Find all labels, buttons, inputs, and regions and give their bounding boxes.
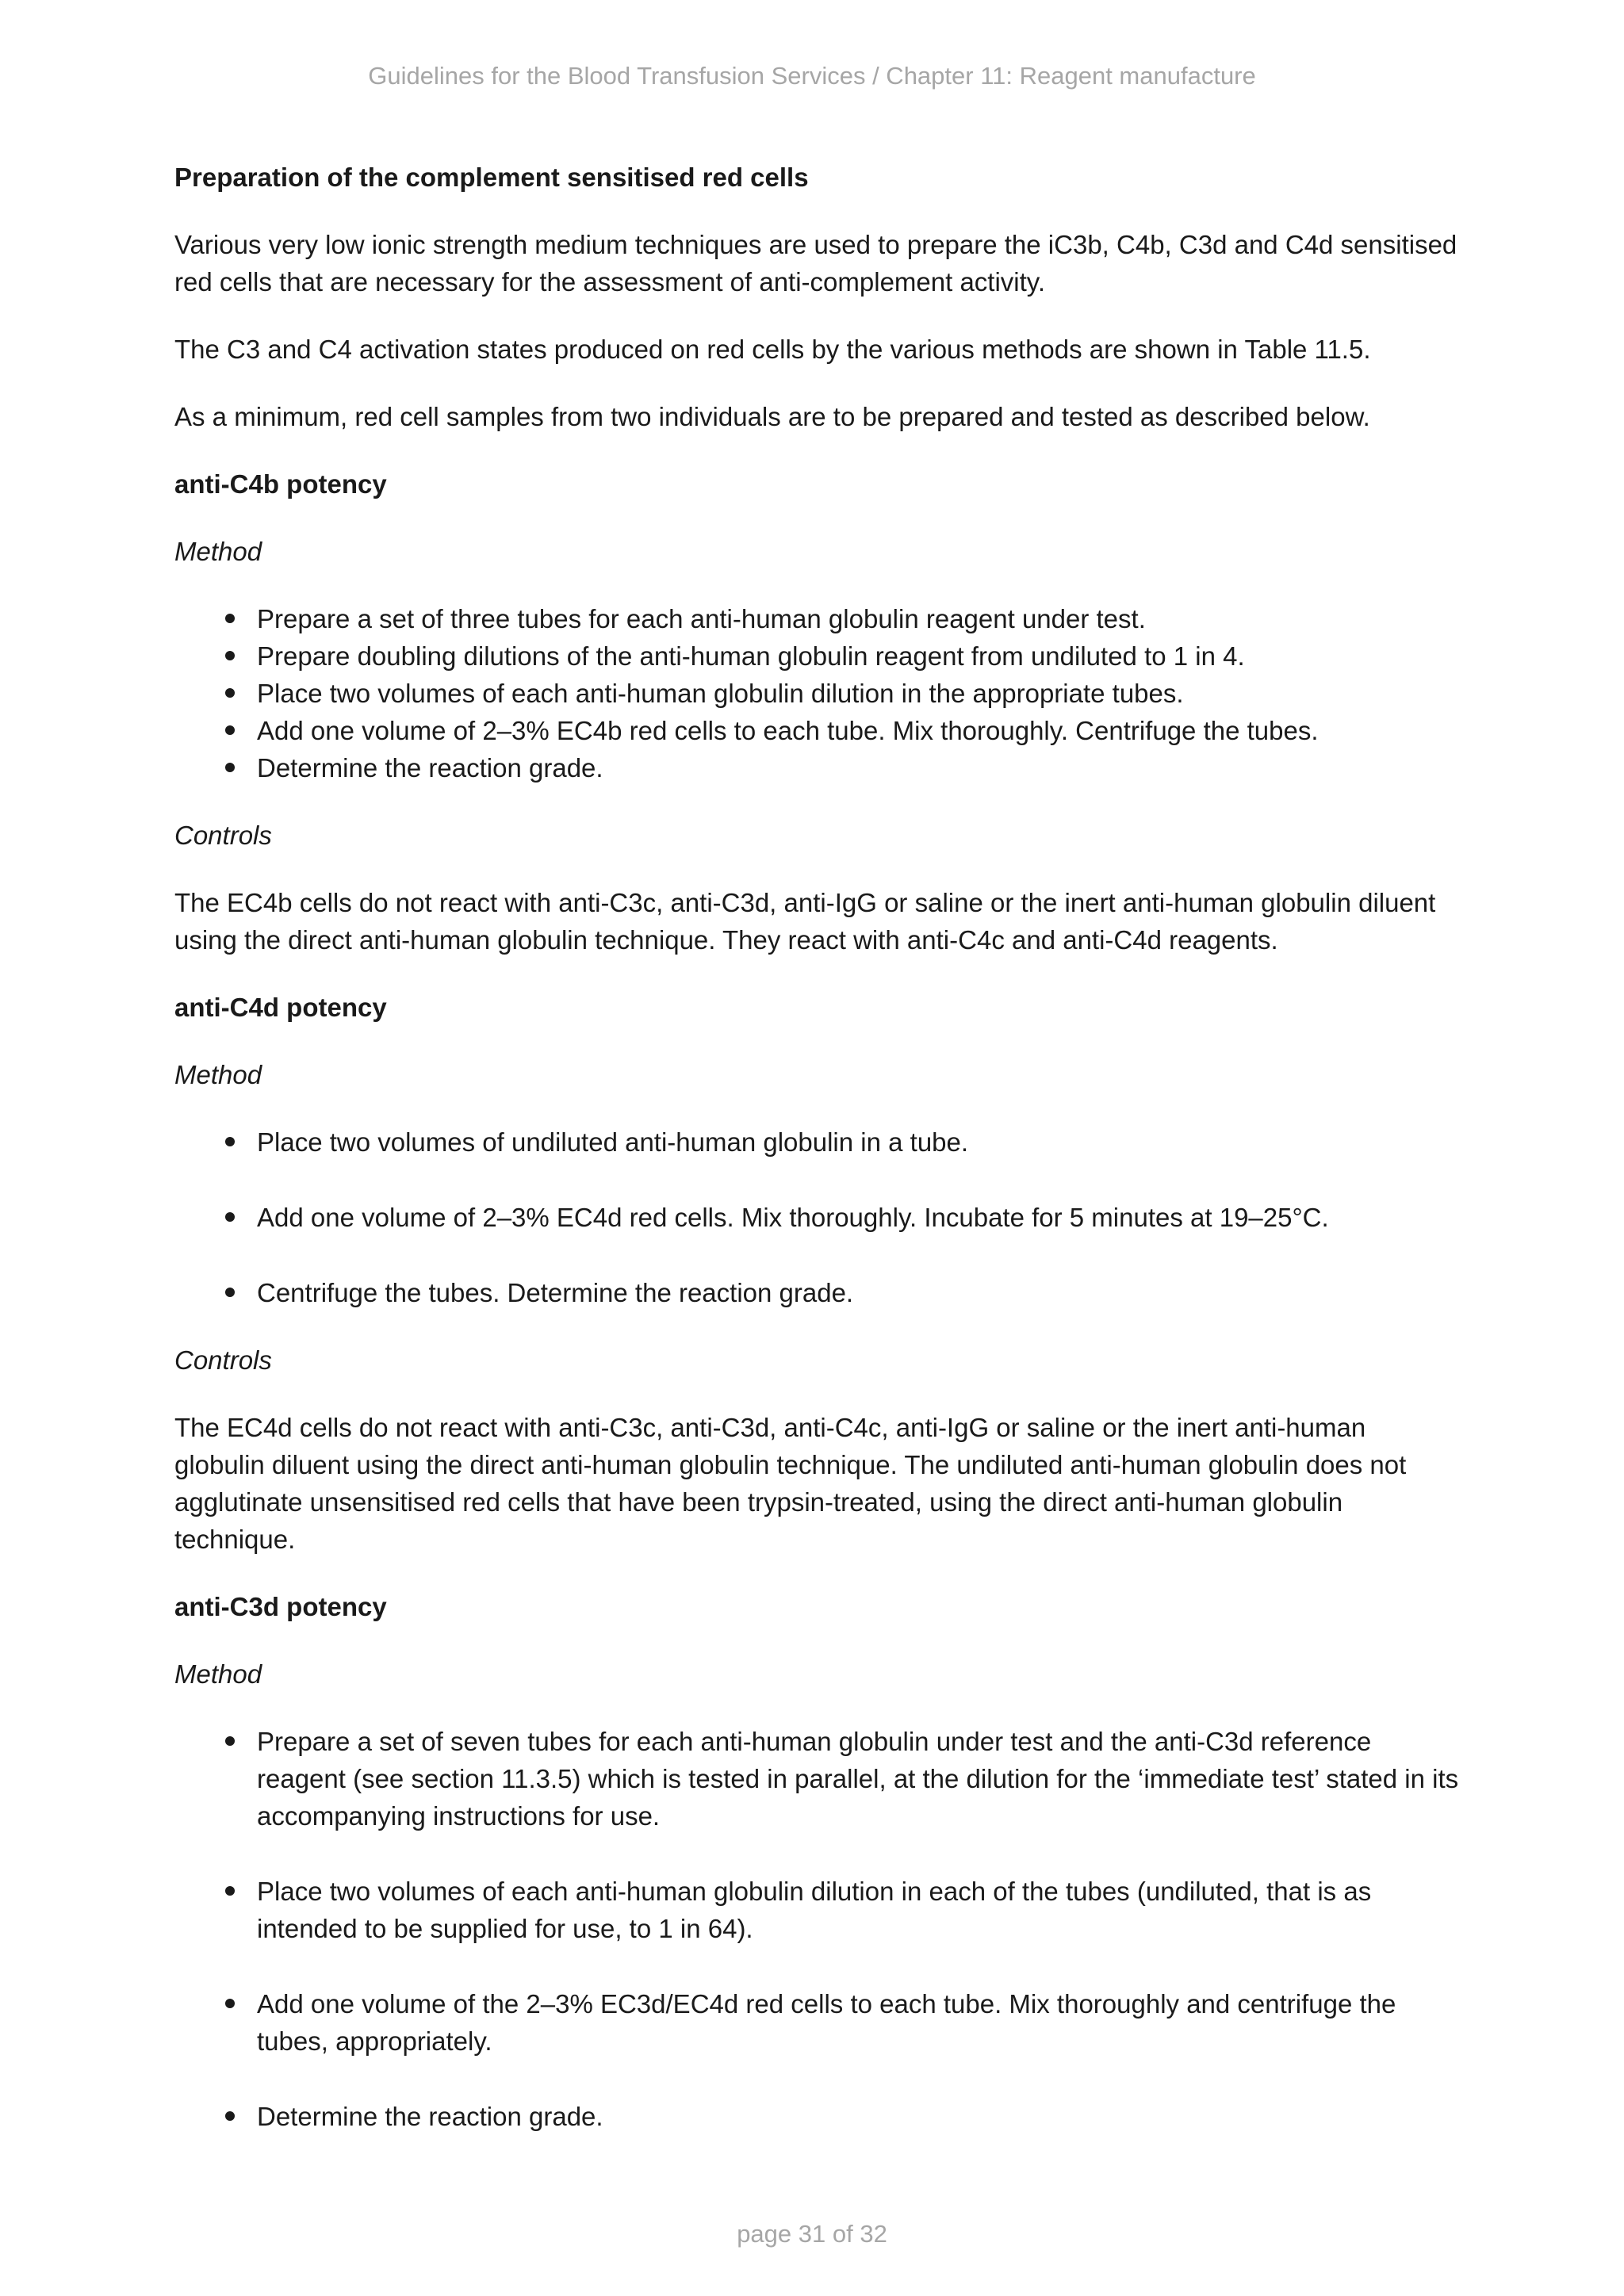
bullet-list-c4d-method [174, 1123, 1459, 1311]
bullet-icon [225, 725, 235, 735]
bullet-icon [225, 688, 235, 698]
subheading-controls: Controls [174, 821, 272, 850]
subheading-controls: Controls [174, 1345, 272, 1375]
bullet-icon [225, 1736, 235, 1746]
bullet-icon [225, 2111, 235, 2121]
page-header: Guidelines for the Blood Transfusion Services / Chapter 11: Reagent manufacture [368, 62, 1256, 90]
bullet-icon [225, 1212, 235, 1222]
paragraph-intro: Various very low ionic strength medium techniques are used to prepare the iC3b, C4b, C3d and C4d sensitised red cells that are necessary for the assessment of anti-complement activity. [174, 230, 1457, 297]
bullet-icon [225, 614, 235, 623]
list-item: Add one volume of 2–3% EC4b red cells to each tube. Mix thoroughly. Centrifuge the tubes. [174, 712, 1459, 749]
paragraph-c4b-controls: The EC4b cells do not react with anti-C3c, anti-C3d, anti-IgG or saline or the inert anti-human globulin diluent using the direct anti-human globulin technique. They react with anti-C4c and anti-C4d reagents. [174, 888, 1436, 955]
paragraph-activation-states: The C3 and C4 activation states produced on red cells by the various methods are shown in Table 11.5. [174, 335, 1371, 364]
paragraph-minimum-samples: As a minimum, red cell samples from two individuals are to be prepared and tested as described below. [174, 402, 1370, 431]
list-item: Prepare doubling dilutions of the anti-human globulin reagent from undiluted to 1 in 4. [174, 637, 1459, 675]
section-heading-anti-c4b: anti-C4b potency [174, 469, 387, 499]
subheading-method: Method [174, 1659, 262, 1689]
list-item: Place two volumes of each anti-human globulin dilution in the appropriate tubes. [174, 675, 1459, 712]
bullet-list-c3d-method [174, 1723, 1459, 2135]
list-item: Add one volume of the 2–3% EC3d/EC4d red cells to each tube. Mix thoroughly and centrifuge the tubes, appropriately. [174, 1985, 1459, 2060]
list-item: Determine the reaction grade. [174, 749, 1459, 786]
list-item: Add one volume of 2–3% EC4d red cells. Mix thoroughly. Incubate for 5 minutes at 19–25°C. [174, 1199, 1459, 1236]
section-heading-anti-c3d: anti-C3d potency [174, 1592, 387, 1621]
subheading-method: Method [174, 537, 262, 566]
bullet-list-c4b-method [174, 600, 1459, 786]
bullet-icon [225, 1137, 235, 1146]
paragraph-c4d-controls: The EC4d cells do not react with anti-C3c, anti-C3d, anti-C4c, anti-IgG or saline or the inert anti-human globulin diluent using the direct anti-human globulin technique. The undiluted anti-human globulin does not agglutinate unsensitised red cells that have been trypsin-treated, using the direct anti-human globulin technique. [174, 1413, 1407, 1554]
section-heading-anti-c4d: anti-C4d potency [174, 993, 387, 1022]
list-item: Prepare a set of seven tubes for each anti-human globulin under test and the anti-C3d reference reagent (see section 11.3.5) which is tested in parallel, at the dilution for the ‘immediate test’ stated in its accompanying instructions for use. [174, 1723, 1459, 1835]
list-item: Determine the reaction grade. [174, 2098, 1459, 2135]
subheading-method: Method [174, 1060, 262, 1089]
document-body [174, 159, 1459, 2165]
list-item: Prepare a set of three tubes for each anti-human globulin reagent under test. [174, 600, 1459, 637]
list-item: Place two volumes of each anti-human globulin dilution in each of the tubes (undiluted, that is as intended to be supplied for use, to 1 in 64). [174, 1873, 1459, 1947]
list-item: Centrifuge the tubes. Determine the reaction grade. [174, 1274, 1459, 1311]
bullet-icon [225, 1288, 235, 1297]
bullet-icon [225, 763, 235, 772]
bullet-icon [225, 1999, 235, 2008]
bullet-icon [225, 1886, 235, 1896]
section-heading-complement-cells: Preparation of the complement sensitised red cells [174, 163, 809, 192]
page-number: page 31 of 32 [737, 2220, 887, 2248]
list-item: Place two volumes of undiluted anti-human globulin in a tube. [174, 1123, 1459, 1161]
bullet-icon [225, 651, 235, 660]
